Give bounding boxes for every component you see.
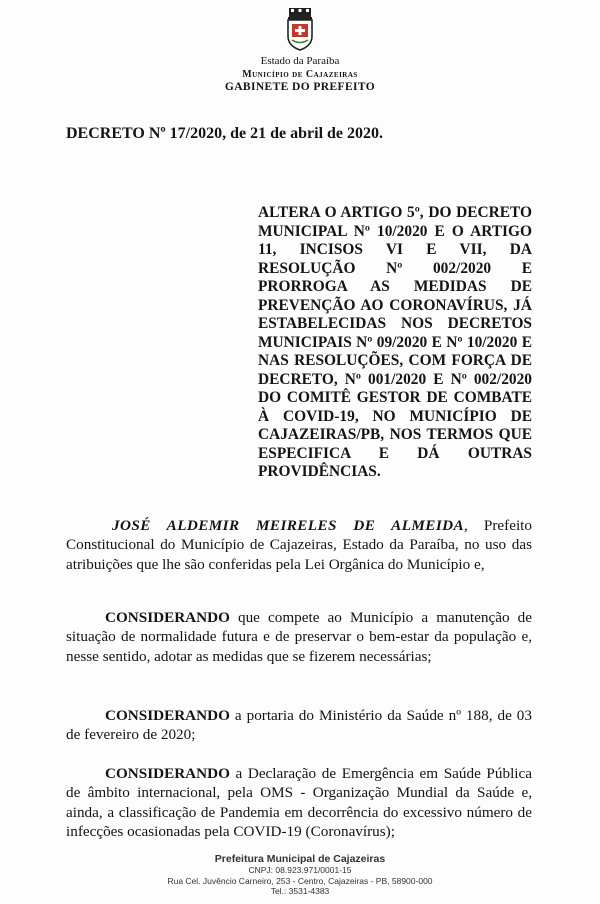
state-name: Estado da Paraíba — [260, 55, 340, 67]
considerando-label: CONSIDERANDO — [105, 609, 230, 626]
footer-phone: Tel.: 3531-4383 — [270, 886, 330, 896]
municipality-name: Município de Cajazeiras — [242, 69, 358, 80]
mayor-name: JOSÉ ALDEMIR MEIRELES DE ALMEIDA — [112, 517, 465, 534]
considerando-label: CONSIDERANDO — [105, 707, 230, 724]
footer-address: Rua Cel. Juvêncio Carneiro, 253 - Centro, Cajazeiras - PB, 58900-000 — [167, 875, 433, 886]
considerando-text: que compete ao Município a manutenção de situação de normalidade futura e de preservar o bem-estar da população e, nesse sentido, adotar as medidas que se fizerem necessárias; — [66, 609, 532, 665]
footer-org-name: Prefeitura Municipal de Cajazeiras — [214, 853, 386, 865]
considerando-label: CONSIDERANDO — [105, 765, 230, 782]
municipal-coat-of-arms-icon — [284, 6, 316, 52]
considerando-text: a portaria do Ministério da Saúde nº 188, de 03 de fevereiro de 2020; — [66, 707, 532, 744]
decree-ementa: ALTERA O ARTIGO 5º, DO DECRETO MUNICIPAL Nº 10/2020 E O ARTIGO 11, INCISOS VI E VII, DA RESOLUÇÃO Nº 002/2020 E PRORROGA AS MEDIDAS DE PREVENÇÃO AO CORONAVÍRUS, JÁ ESTABELECIDAS NOS DECRETOS MUNICIPAIS Nº 09/2020 E Nº 10/2020 E NAS RESOLUÇÕES, COM FORÇA DE DECRETO, Nº 001/2020 E Nº 002/2020 DO COMITÊ GESTOR DE COMBATE À COVID-19, NO MUNICÍPIO DE CAJAZEIRAS/PB, NOS TERMOS QUE ESPECIFICA E DÁ OUTRAS PROVIDÊNCIAS. — [258, 204, 532, 480]
page-footer — [0, 853, 600, 897]
letterhead — [0, 55, 600, 94]
footer-cnpj: CNPJ: 08.923.971/0001-15 — [248, 865, 352, 875]
considerando-paragraph-2 — [66, 706, 532, 745]
considerando-paragraph-3 — [66, 764, 532, 842]
intro-paragraph — [66, 516, 532, 574]
decree-title: DECRETO Nº 17/2020, de 21 de abril de 2020. — [66, 125, 384, 142]
considerando-paragraph-1 — [66, 608, 532, 666]
considerando-text: a Declaração de Emergência em Saúde Pública de âmbito internacional, pela OMS - Organização Mundial da Saúde e, ainda, a classificação de Pandemia em decorrência do excessivo número de infecções ocasionadas pela COVID-19 (Coronavírus); — [66, 765, 532, 841]
intro-text: , Prefeito Constitucional do Município de Cajazeiras, Estado da Paraíba, no uso das atribuições que lhe são conferidas pela Lei Orgânica do Município e, — [66, 517, 532, 573]
cabinet-name: GABINETE DO PREFEITO — [224, 81, 376, 93]
